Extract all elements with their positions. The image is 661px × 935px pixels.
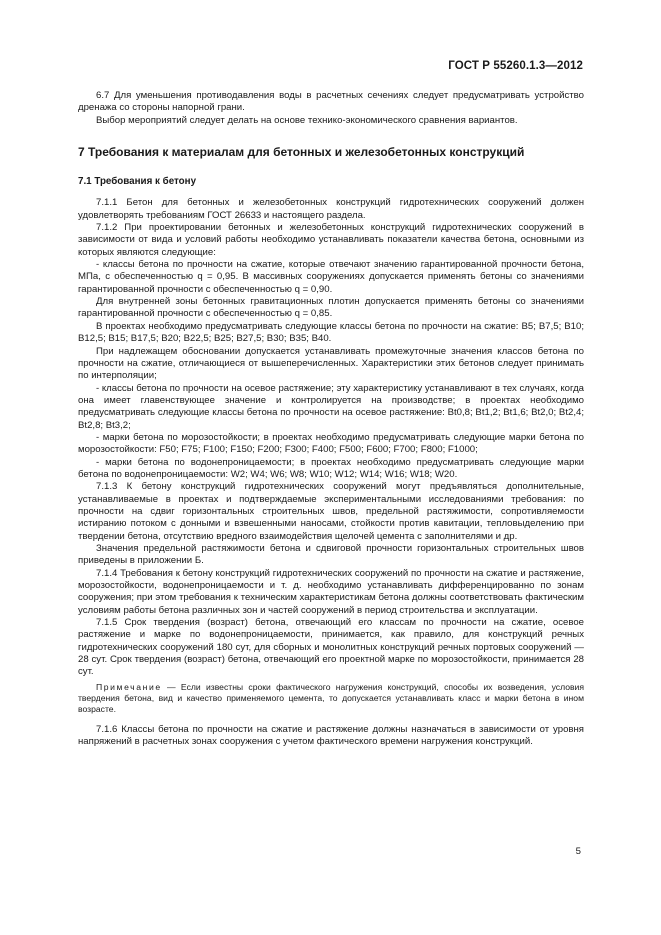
paragraph: - марки бетона по водонепроницаемости; в проектах необходимо предусматривать следующие марки бетона по водонепроницаемости: W2; W4; W6; W8; W10; W12; W14; W16; W18; W20. [78,456,584,480]
paragraph: 7.1.5 Срок твердения (возраст) бетона, отвечающий его классам по прочности на сжатие, осевое растяжение и марке по водонепроницаемости, принимается, как правило, для конструкций речных гидротехнических сооружений 180 сут, для сборных и монолитных конструкций речных портовых сооружений — 28 сут. Срок твердения (возраст) бетона, отвечающий его проектной марке по морозостойкости, принимается 28 сут. [78,617,584,678]
paragraph: Значения предельной растяжимости бетона и сдвиговой прочности горизонтальных строительных швов приведены в приложении Б. [78,543,584,567]
paragraph-intro-2: Выбор мероприятий следует делать на основе технико-экономического сравнения вариантов. [96,114,518,126]
paragraph: В проектах необходимо предусматривать следующие классы бетона по прочности на сжатие: В5; В7,5; В10; В12,5; В15; В17,5; В20; В22,5; В25; В27,5; В30; В35; В40. [78,320,584,345]
paragraph: Для внутренней зоны бетонных гравитационных плотин допускается применять бетоны со значениями гарантированной прочности с обеспеченностью q = 0,85. [78,296,584,320]
paragraph-6-7: 6.7 Для уменьшения противодавления воды в расчетных сечениях следует предусматривать устройство дренажа со стороны напорной грани. [78,90,584,114]
page-content [78,90,584,748]
paragraph: 7.1.1 Бетон для бетонных и железобетонных конструкций гидротехнических сооружений должен удовлетворять требованиям ГОСТ 26633 и настоящего раздела. [78,197,584,221]
paragraph: - классы бетона по прочности на сжатие, которые отвечают значению гарантированной прочности бетона, МПа, с обеспеченностью q = 0,95. В массивных сооружениях допускается применять бетоны со значениями гарантированной прочности с обеспеченностью q = 0,90. [78,259,584,295]
subsection-title: 7.1 Требования к бетону [78,176,197,188]
paragraph: 7.1.3 К бетону конструкций гидротехнических сооружений могут предъявляться дополнительные, устанавливаемые в проектах и подтверждаемые экспериментальными исследованиями требования: по прочности на сдвиг горизонтальных строительных швов, предельной растяжимости, сопротивляемости истиранию потоком с донными и взвешенными наносами, стойкости против кавитации, тепловыделению при твердении бетона, отсутствию вредного взаимодействия щелочей цемента с заполнителями и др. [78,481,584,542]
paragraph: При надлежащем обосновании допускается устанавливать промежуточные значения классов бетона по прочности на сжатие, отличающиеся от вышеперечисленных. Характеристики этих бетонов следует принимать по интерполяции; [78,345,584,382]
note-text: — Если известны сроки фактического нагружения конструкций, способы их возведения, условия твердения бетона, вид и качество применяемого цемента, то допускается устанавливать класс и марки бетона в ином возрасте. [78,681,584,714]
paragraph: 7.1.2 При проектировании бетонных и железобетонных конструкций гидротехнических сооружений в зависимости от вида и условий работы необходимо устанавливать показатели качества бетона, основными из которых являются следующие: [78,222,584,258]
note [78,682,584,715]
page-number: 5 [575,846,581,857]
paragraph: - марки бетона по морозостойкости; в проектах необходимо предусматривать следующие марки бетона по морозостойкости: F50; F75; F100; F150; F200; F300; F400; F500; F600; F700; F800; F1000; [78,431,584,456]
paragraph: - классы бетона по прочности на осевое растяжение; эту характеристику устанавливают в тех случаях, когда она имеет главенствующее значение и контролируется на производстве; в проектах необходимо предусматривать следующие классы бетона по прочности на осевое растяжение: Вt0,8; Вt1,2; Вt1,6; Вt2,0; Вt2,4; Вt2,8; Вt3,2; [78,382,584,431]
section-title: 7 Требования к материалам для бетонных и железобетонных конструкций [78,145,525,160]
note-label: Примечание [96,681,162,692]
paragraph: 7.1.4 Требования к бетону конструкций гидротехнических сооружений по прочности на сжатие и растяжение, морозостойкости, водонепроницаемости и т. д. необходимо устанавливать дифференцированно по зонам сооружения; при этом требования к техническим характеристикам бетона должны соответствовать фактическим условиям работы бетона различных зон и частей сооружений в период строительства и эксплуатации. [78,567,584,616]
paragraph: 7.1.6 Классы бетона по прочности на сжатие и растяжение должны назначаться в зависимости от уровня напряжений в расчетных зонах сооружения с учетом фактического времени нагружения конструкций. [78,723,584,748]
document-header: ГОСТ Р 55260.1.3—2012 [448,60,583,72]
